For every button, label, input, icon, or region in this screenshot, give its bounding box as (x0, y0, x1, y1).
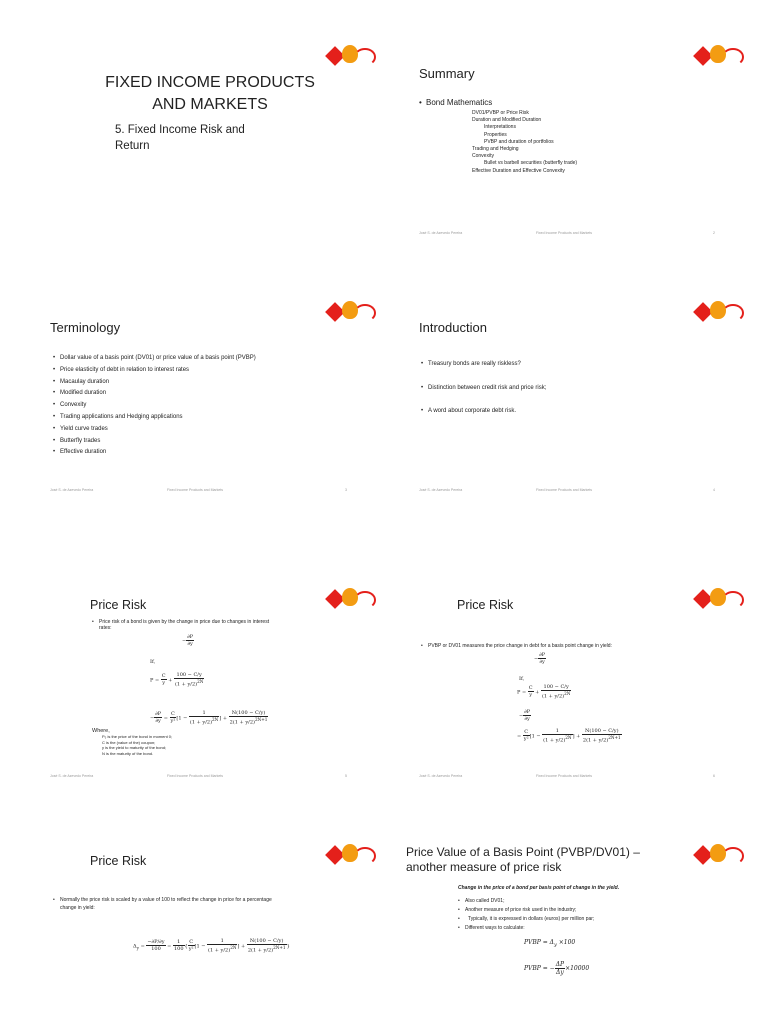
iseg-logo (326, 588, 374, 610)
iseg-logo (694, 588, 742, 610)
price-risk-expanded-formula: − $\frac{\partial P}{\partial y}$ = $\frac{C}{\text{y²}}$ [1 − $\frac{1}{(1 + y/2)^{2N}}$ ] + $\frac{N(100 - C/y)}{2(1 + y/2)^{2N+1}}$ (150, 710, 268, 726)
slide-7-title: Price Risk (90, 854, 147, 868)
footer-author: José S. de Azevedo Pereira (50, 488, 94, 492)
footer-author: José S. de Azevedo Pereira (419, 774, 463, 778)
pvbp-expanded-formula: = $\frac{C}{\text{y²}}$ [1 − $\frac{1}{(1 + y/2)^{2N}}$ ] + $\frac{N(100 - C/y)}{2(1 + y/2)^{2N+1}}$ (517, 728, 621, 744)
page-number: 6 (713, 774, 715, 778)
slide-6-title: Price Risk (457, 598, 514, 612)
slide-1-subtitle: 5. Fixed Income Risk and Return (115, 124, 245, 152)
slide-6-bullet: • PVBP or DV01 measures the price change in debt for a basis point change in yield: (421, 643, 612, 649)
bond-price-formula: P = $\frac{C}{y}$ + $\frac{100 - C/y}{(1 + y/2)^{2N}}$ (517, 684, 571, 700)
pvbp-formula-1: PVBP = $\Delta_y \times 100$ (524, 939, 576, 949)
pvbp-derivative-formula: − $\frac{\partial P}{\partial y}$ (534, 652, 546, 665)
slide-8 (384, 768, 768, 1024)
slide-2-main-bullet: • Bond Mathematics (419, 98, 492, 107)
footer-author: José S. de Azevedo Pereira (419, 231, 463, 235)
iseg-logo (326, 844, 374, 866)
slide-2 (384, 0, 768, 256)
pvbp-formula-2: PVBP = − $\frac{\Delta P}{\Delta y}$ ×10000 (524, 961, 590, 976)
page-number: 3 (345, 488, 347, 492)
slide-4-title: Introduction (419, 320, 487, 335)
iseg-logo (326, 45, 374, 67)
slide-1-title: FIXED INCOME PRODUCTS AND MARKETS (105, 74, 315, 113)
slide-5-title: Price Risk (90, 598, 147, 612)
iseg-logo (326, 301, 374, 323)
footer-author: José S. de Azevedo Pereira (419, 488, 463, 492)
scaled-price-risk-formula: $\Delta_y$ = $\frac{-\partial P/\partial y}{100}$ = $\frac{1}{100}$ { $\frac{C}{\text{y²}}$ [1 − $\frac{1}{(1 + y/2)^{2N}}$ ] + $\frac{N(100 - C/y)}{2(1 + y/2)^{2N+1}}$ } (133, 938, 290, 954)
slide-6 (384, 512, 768, 768)
bond-price-formula: P = $\frac{C}{y}$ + $\frac{100 - C/y}{(1 + y/2)^{2N}}$ (150, 672, 204, 688)
slide-2-title: Summary (419, 66, 475, 81)
iseg-logo (694, 844, 742, 866)
iseg-logo (694, 45, 742, 67)
slide-5-where-block: Where, P₀ is the price of the bond in moment 0; C is the (value of the) coupon; y is the yield to maturity of the bond; N is the maturity of the bond. (92, 728, 173, 756)
footer-course: Fixed Income Products and Markets (536, 488, 593, 492)
slide-3-terminology-list: • Dollar value of a basis point (DV01) or price value of a basis point (PVBP) • Price elasticity of debt in relation to interest rates • Macaulay duration • Modified duration • Convexity • Trading applications and Hedging applications • Yield curve trades • Butterfly trades • Effective duration (53, 353, 256, 459)
page-number: 5 (345, 774, 347, 778)
page-number: 4 (713, 488, 715, 492)
slide-5 (0, 512, 384, 768)
slide-4-intro-list: • Treasury bonds are really riskless? • Distinction between credit risk and price risk; • A word about corporate debt risk. (421, 353, 546, 424)
footer-course: Fixed Income Products and Markets (536, 774, 593, 778)
slide-8-lead: Change in the price of a bond per basis point of change in the yield. (458, 885, 620, 891)
footer-course: Fixed Income Products and Markets (167, 488, 224, 492)
iseg-logo (694, 301, 742, 323)
slide-7 (0, 768, 384, 1024)
slide-7-bullet: • Normally the price risk is scaled by a value of 100 to reflect the change in price for a percentage change in yield: (53, 897, 272, 912)
slide-5-bullet: • Price risk of a bond is given by the change in price due to changes in interest rates: (92, 619, 269, 631)
slide-8-title: Price Value of a Basis Point (PVBP/DV01) – another measure of price risk (406, 845, 640, 874)
slide-3-title: Terminology (50, 320, 121, 335)
price-risk-derivative-formula: − $\frac{\partial P}{\partial y}$ (182, 634, 194, 647)
slide-4 (384, 256, 768, 512)
page-number: 2 (713, 231, 715, 235)
formula-if-label: If, (150, 659, 156, 665)
footer-author: José S. de Azevedo Pereira (50, 774, 94, 778)
footer-course: Fixed Income Products and Markets (536, 231, 593, 235)
slide-3 (0, 256, 384, 512)
pvbp-neg-derivative: − $\frac{\partial P}{\partial y}$ (519, 709, 531, 722)
slide-2-summary-list: DV01/PVBP or Price Risk Duration and Modified Duration Interpretations Properties PVBP and duration of portfolios Trading and Hedging Convexity Bullet vs barbell securities (butterfly trade) Effective Duration and Effective Convexity (472, 110, 578, 174)
slide-1 (0, 0, 384, 256)
formula-if-label: If, (519, 676, 525, 682)
footer-course: Fixed Income Products and Markets (167, 774, 224, 778)
slide-8-bullets: • Also called DV01; • Another measure of price risk used in the industry; • Typically, it is expressed in dollars (euros) per million par; • Different ways to calculate: (458, 897, 594, 933)
